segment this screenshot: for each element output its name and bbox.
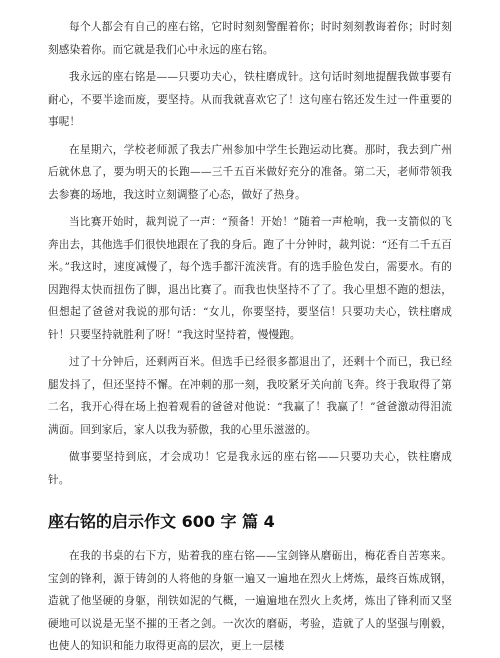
paragraph-1: 每个人都会有自己的座右铭，它时时刻刻警醒着你；时时刻刻教诲着你；时时刻刻感染着你。而它就是我们心中永远的座右铭。 bbox=[48, 21, 452, 56]
paragraph-7: 在我的书桌的右下方，贴着我的座右铭——宝剑锋从磨砺出，梅花香自苦寒来。宝剑的锋利，源于铸剑的人将他的身躯一遍又一遍地在烈火上烤炼，最终百炼成钢，造就了他坚硬的身躯，削铁如泥的气概，一遍遍地在烈火上炙烤，炼出了锋利而又坚硬地可以说是无坚不摧的王者之剑。一次次的磨砺，考验，造就了人的坚强与刚毅，也使人的知识和能力取得更高的层次，更上一层楼 bbox=[48, 550, 452, 652]
paragraph-4: 当比赛开始时，裁判说了一声：“预备！开始！”随着一声枪响，我一支箭似的飞奔出去，其他选手们很快地跟在了我的身后。跑了十分钟时，裁判说：“还有二千五百米。”我这时，速度减慢了，每个选手都汗流浃背。有的选手脸色发白，需要水。有的因跑得太快而扭伤了脚，退出比赛了。而我也快坚持不了了。我心里想不跑的想法，但想起了爸爸对我说的那句话：“女儿，你要坚持，要坚信！只要功夫心，铁柱磨成针！只要坚持就胜利了呀！”我这时坚持着，慢慢跑。 bbox=[48, 216, 452, 341]
section-heading: 座右铭的启示作文 600 字 篇 4 bbox=[48, 512, 275, 531]
paragraph-2: 我永远的座右铭是——只要功夫心，铁柱磨成针。这句话时刻地提醒我做事要有耐心，不要半途而废，要坚持。从而我就喜欢它了！这句座右铭还发生过一件重要的事呢！ bbox=[48, 71, 452, 128]
paragraph-5: 过了十分钟后，还剩两百米。但选手已经很多都退出了，还剩十个而已，我已经腿发抖了，但还坚持不懈。在冲刺的那一刻，我咬紧牙关向前飞奔。终于我取得了第二名，我开心得在场上抱着观看的爸爸对他说：“我赢了！我赢了！”爸爸激动得泪流满面。回到家后，家人以我为骄傲，我的心里乐滋滋的。 bbox=[48, 356, 452, 436]
paragraph-3: 在星期六，学校老师派了我去广州参加中学生长跑运动比赛。那时，我去到广州后就休息了，要为明天的长跑——三千五百米做好充分的准备。第二天，老师带领我去参赛的场地，我这时立刻调整了心态，做好了热身。 bbox=[48, 143, 452, 201]
paragraph-6: 做事要坚持到底，才会成功！它是我永远的座右铭——只要功夫心，铁柱磨成针。 bbox=[48, 451, 452, 486]
